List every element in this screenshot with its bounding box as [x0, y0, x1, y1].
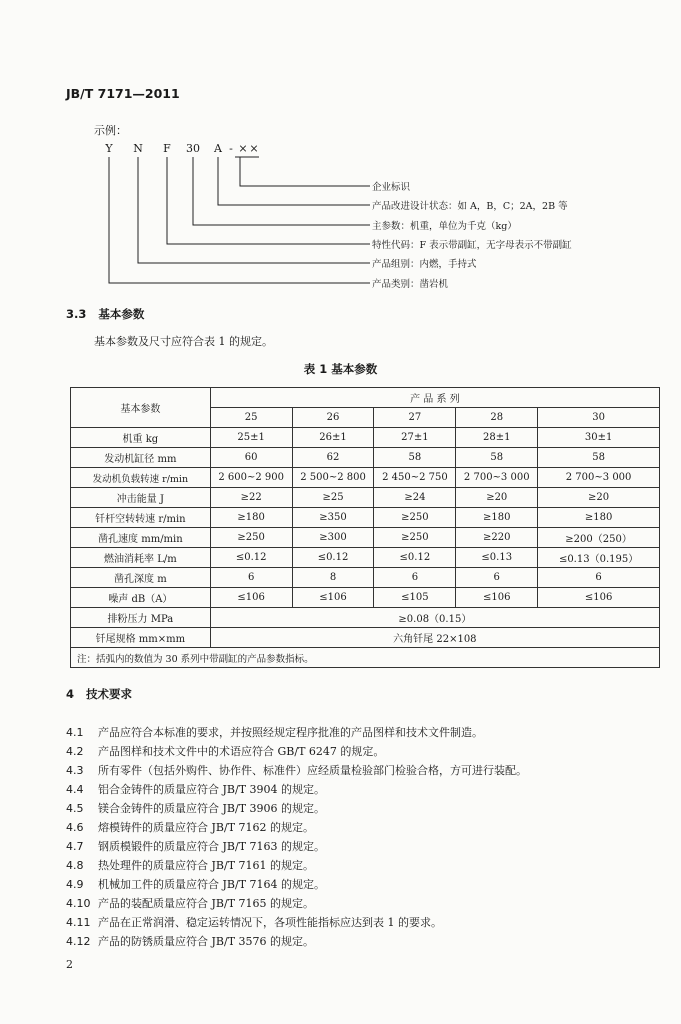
table-row	[71, 508, 660, 528]
page-number: 2	[66, 958, 73, 971]
item-text: 产品的装配质量应符合 JB/T 7165 的规定。	[98, 897, 315, 910]
section-4-heading	[66, 686, 132, 702]
table-cell: 58	[538, 448, 660, 468]
table-head-label: 基本参数	[71, 388, 211, 428]
item-number: 4.11	[66, 916, 91, 929]
item-number: 4.7	[66, 840, 84, 853]
series-cell: 25	[210, 408, 292, 428]
item-number: 4.8	[66, 859, 84, 872]
requirement-item	[66, 876, 325, 892]
table-cell: ≥220	[456, 528, 538, 548]
item-text: 熔模铸件的质量应符合 JB/T 7162 的规定。	[98, 821, 315, 834]
table-row	[71, 568, 660, 588]
row-label: 冲击能量 J	[71, 488, 211, 508]
table-cell: ≤0.12	[210, 548, 292, 568]
table-cell: 6	[456, 568, 538, 588]
annotation-feature-code: 特性代码：F 表示带副缸，无字母表示不带副缸	[372, 240, 572, 251]
item-number: 4.4	[66, 783, 84, 796]
annotation-product-category: 产品类别：凿岩机	[372, 279, 449, 290]
table-cell-merged: 六角钎尾 22×108	[210, 628, 659, 648]
table-cell: 62	[292, 448, 374, 468]
requirement-item	[66, 743, 384, 759]
annotation-enterprise-id: 企业标识	[372, 182, 411, 193]
table-cell: ≥180	[538, 508, 660, 528]
table-cell: ≥20	[456, 488, 538, 508]
row-label: 发动机缸径 mm	[71, 448, 211, 468]
row-label: 发动机负载转速 r/min	[71, 468, 211, 488]
table-row	[71, 528, 660, 548]
requirement-item	[66, 895, 314, 911]
requirement-item	[66, 838, 325, 854]
requirement-item	[66, 762, 527, 778]
table-cell: 8	[292, 568, 374, 588]
table-cell: ≥180	[210, 508, 292, 528]
code-char-f: F	[163, 142, 171, 155]
table-cell: ≥250	[210, 528, 292, 548]
series-cell: 26	[292, 408, 374, 428]
table-title: 表 1 基本参数	[303, 362, 378, 376]
item-number: 4.2	[66, 745, 84, 758]
table-row	[71, 448, 660, 468]
basic-parameters-table	[70, 387, 660, 668]
table-cell: ≤105	[374, 588, 456, 608]
item-text: 铝合金铸件的质量应符合 JB/T 3904 的规定。	[98, 783, 326, 796]
table-note-row	[71, 648, 660, 668]
item-number: 4.12	[66, 935, 91, 948]
table-cell: 25±1	[210, 428, 292, 448]
item-text: 镁合金铸件的质量应符合 JB/T 3906 的规定。	[98, 802, 326, 815]
table-cell: ≥250	[374, 508, 456, 528]
requirement-item	[66, 781, 325, 797]
table-cell: ≤106	[210, 588, 292, 608]
annotation-main-param: 主参数：机重，单位为千克（kg）	[372, 221, 517, 232]
annotation-design-status: 产品改进设计状态：如 A，B，C；2A，2B 等	[372, 201, 568, 212]
table-cell: ≤106	[538, 588, 660, 608]
code-char-n: N	[133, 142, 143, 155]
row-label: 机重 kg	[71, 428, 211, 448]
row-label: 钎杆空转转速 r/min	[71, 508, 211, 528]
code-char-x1: ×	[238, 142, 248, 155]
table-row	[71, 428, 660, 448]
table-cell: ≤0.12	[292, 548, 374, 568]
code-tree-diagram	[0, 0, 681, 300]
table-cell: 6	[374, 568, 456, 588]
table-cell: 27±1	[374, 428, 456, 448]
table-cell: ≥200（250）	[538, 528, 660, 548]
annotation-product-group: 产品组别：内燃，手持式	[372, 259, 477, 270]
row-label: 凿孔深度 m	[71, 568, 211, 588]
item-text: 产品的防锈质量应符合 JB/T 3576 的规定。	[98, 935, 315, 948]
requirement-item	[66, 819, 314, 835]
requirement-item	[66, 914, 442, 930]
code-char-y: Y	[105, 142, 113, 155]
code-char-30: 30	[186, 142, 200, 155]
table-cell: 6	[538, 568, 660, 588]
row-label: 凿孔速度 mm/min	[71, 528, 211, 548]
table-cell: 60	[210, 448, 292, 468]
table-cell: 2 500~2 800	[292, 468, 374, 488]
item-text: 钢质模锻件的质量应符合 JB/T 7163 的规定。	[98, 840, 326, 853]
table-cell: ≥20	[538, 488, 660, 508]
table-header-row	[71, 388, 660, 408]
item-text: 热处理件的质量应符合 JB/T 7161 的规定。	[98, 859, 315, 872]
table-cell: ≥300	[292, 528, 374, 548]
item-number: 4.6	[66, 821, 84, 834]
section-3-3-title: 基本参数	[98, 307, 145, 321]
code-char-x2: ×	[249, 142, 259, 155]
item-text: 产品应符合本标准的要求，并按照经规定程序批准的产品图样和技术文件制造。	[98, 726, 483, 739]
row-label: 排粉压力 MPa	[71, 608, 211, 628]
table-row	[71, 548, 660, 568]
row-label: 钎尾规格 mm×mm	[71, 628, 211, 648]
table-series-label: 产 品 系 列	[210, 388, 659, 408]
section-3-3-heading	[66, 306, 144, 322]
table-cell: ≥22	[210, 488, 292, 508]
item-text: 产品在正常润滑、稳定运转情况下，各项性能指标应达到表 1 的要求。	[98, 916, 442, 929]
table-cell: 2 450~2 750	[374, 468, 456, 488]
example-label: 示例：	[94, 124, 127, 137]
table-cell: 2 600~2 900	[210, 468, 292, 488]
table-cell: ≥250	[374, 528, 456, 548]
table-cell: 26±1	[292, 428, 374, 448]
table-cell: ≤0.13（0.195）	[538, 548, 660, 568]
table-cell: 2 700~3 000	[538, 468, 660, 488]
table-cell: ≤106	[456, 588, 538, 608]
table-cell: 58	[374, 448, 456, 468]
series-cell: 28	[456, 408, 538, 428]
series-cell: 30	[538, 408, 660, 428]
requirement-item	[66, 933, 314, 949]
item-number: 4.10	[66, 897, 91, 910]
table-row	[71, 628, 660, 648]
table-cell: 28±1	[456, 428, 538, 448]
table-cell: ≥25	[292, 488, 374, 508]
table-cell-merged: ≥0.08（0.15）	[210, 608, 659, 628]
requirement-item	[66, 724, 483, 740]
item-text: 所有零件（包括外购件、协作件、标准件）应经质量检验部门检验合格，方可进行装配。	[98, 764, 527, 777]
section-4-title: 技术要求	[86, 687, 133, 701]
table-cell: 6	[210, 568, 292, 588]
table-cell: ≤0.13	[456, 548, 538, 568]
row-label: 燃油消耗率 L/m	[71, 548, 211, 568]
table-row	[71, 608, 660, 628]
item-number: 4.9	[66, 878, 84, 891]
item-number: 4.3	[66, 764, 84, 777]
series-cell: 27	[374, 408, 456, 428]
row-label: 噪声 dB（A）	[71, 588, 211, 608]
section-3-3-text: 基本参数及尺寸应符合表 1 的规定。	[94, 335, 273, 348]
item-text: 机械加工件的质量应符合 JB/T 7164 的规定。	[98, 878, 326, 891]
section-4-number: 4	[66, 687, 75, 701]
section-3-3-number: 3.3	[66, 307, 87, 321]
table-row	[71, 488, 660, 508]
table-row	[71, 468, 660, 488]
standard-number: JB/T 7171—2011	[66, 86, 180, 101]
table-cell: 30±1	[538, 428, 660, 448]
table-cell: 58	[456, 448, 538, 468]
item-number: 4.5	[66, 802, 84, 815]
table-cell: ≤0.12	[374, 548, 456, 568]
table-note: 注：括弧内的数值为 30 系列中带副缸的产品参数指标。	[71, 648, 660, 668]
table-cell: ≥350	[292, 508, 374, 528]
code-char-dash: -	[229, 142, 233, 155]
code-char-a: A	[214, 142, 222, 155]
item-text: 产品图样和技术文件中的术语应符合 GB/T 6247 的规定。	[98, 745, 385, 758]
requirement-item	[66, 857, 314, 873]
table-cell: 2 700~3 000	[456, 468, 538, 488]
table-row	[71, 588, 660, 608]
table-cell: ≤106	[292, 588, 374, 608]
requirement-item	[66, 800, 325, 816]
table-cell: ≥180	[456, 508, 538, 528]
item-number: 4.1	[66, 726, 84, 739]
table-cell: ≥24	[374, 488, 456, 508]
